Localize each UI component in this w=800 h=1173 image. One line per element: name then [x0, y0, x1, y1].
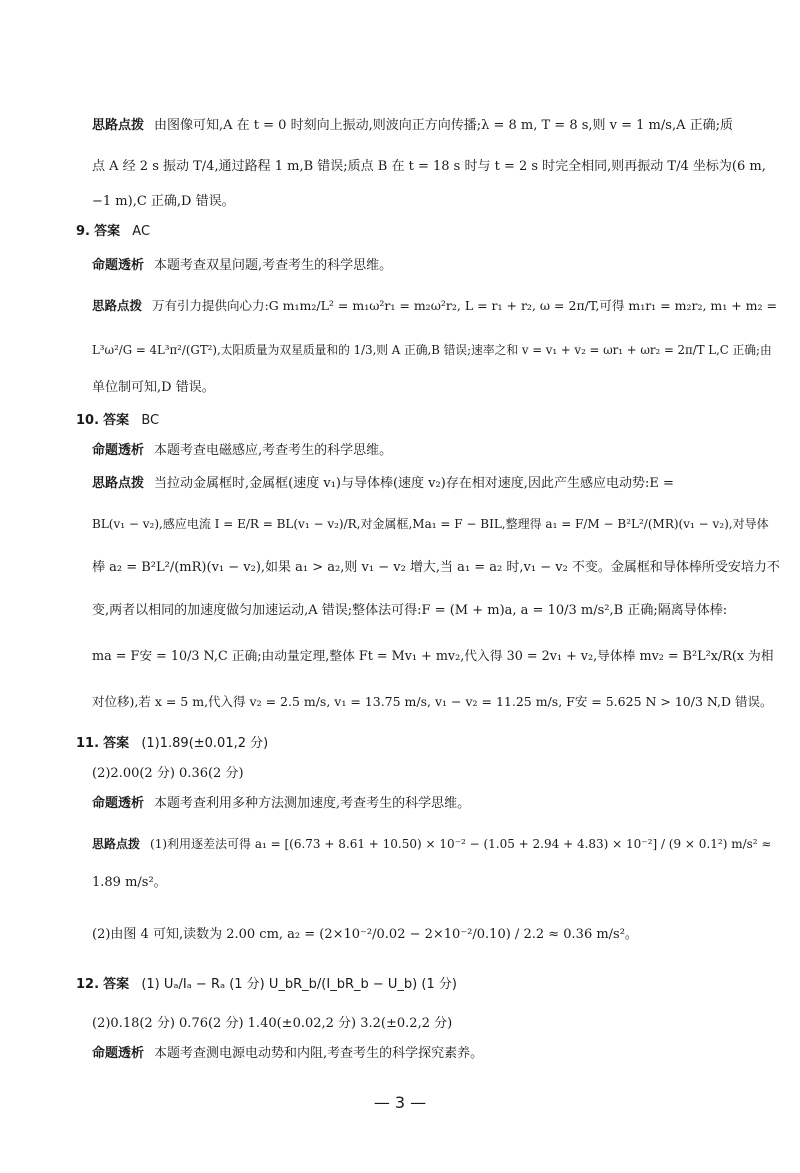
line-q11-explain-2 [92, 873, 167, 893]
line-text: 对位移),若 x = 5 m,代入得 v₂ = 2.5 m/s, v₁ = 13.75 m/s, v₁ − v₂ = 11.25 m/s, F安 = 5.625 N > 10/3 N,D 错误。 [92, 694, 773, 709]
answer-value: AC [132, 224, 151, 239]
line-text: BL(v₁ − v₂),感应电流 I = E/R = BL(v₁ − v₂)/R,对金属框,Ma₁ = F − BIL,整理得 a₁ = F/M − B²L²/(MR)(v₁ − v₂),对导体 [92, 517, 769, 531]
question-9-answer [76, 222, 150, 242]
line-q8-explain-3 [92, 192, 235, 212]
line-q12-answer-2 [92, 1014, 452, 1034]
question-number: 10. [76, 413, 100, 428]
line-q9-intent [92, 256, 392, 276]
section-label: 思路点拨 [92, 298, 143, 313]
line-text: 棒 a₂ = B²L²/(mR)(v₁ − v₂),如果 a₁ > a₂,则 v₁ − v₂ 增大,当 a₁ = a₂ 时,v₁ − v₂ 不变。金属框和导体棒所受安培力不 [92, 560, 780, 575]
section-label: 命题透析 [92, 443, 145, 458]
line-q9-explain-3 [92, 378, 215, 398]
line-q9-explain-2 [92, 340, 772, 360]
question-number: 11. [76, 736, 100, 751]
page-number: — 3 — [373, 1093, 427, 1112]
line-text: 由图像可知,A 在 t = 0 时刻向上振动,则波向正方向传播;λ = 8 m, T = 8 s,则 v = 1 m/s,A 正确;质 [154, 118, 733, 133]
line-text: (2)2.00(2 分) 0.36(2 分) [92, 766, 244, 781]
line-q12-intent [92, 1044, 483, 1064]
section-label: 思路点拨 [92, 118, 145, 133]
line-text: 本题考查测电源电动势和内阻,考查考生的科学探究素养。 [154, 1046, 484, 1061]
line-q10-explain-3 [92, 558, 780, 578]
line-q8-explain-2 [92, 157, 766, 177]
line-text: (2)0.18(2 分) 0.76(2 分) 1.40(±0.02,2 分) 3.2(±0.2,2 分) [92, 1016, 453, 1031]
question-11-answer [76, 734, 268, 754]
line-text: 变,两者以相同的加速度做匀加速运动,A 错误;整体法可得:F = (M + m)a, a = 10/3 m/s²,B 正确;隔离导体棒: [92, 603, 728, 618]
section-label: 命题透析 [92, 1046, 145, 1061]
line-q10-intent [92, 441, 392, 461]
line-q11-answer-2 [92, 764, 244, 784]
line-text: 本题考查利用多种方法测加速度,考查考生的科学思维。 [154, 796, 471, 811]
section-label: 思路点拨 [92, 837, 141, 851]
line-q10-explain-1 [92, 474, 674, 494]
question-number: 12. [76, 977, 100, 992]
line-q11-explain-3 [92, 925, 638, 945]
line-text: 1.89 m/s²。 [92, 875, 167, 890]
answer-value: (1) Uₐ/Iₐ − Rₐ (1 分) U_bR_b/(I_bR_b − U_b) (1 分) [141, 977, 457, 992]
line-q9-explain-1 [92, 296, 777, 316]
answer-label: 答案 [94, 224, 121, 239]
line-text: (1)利用逐差法可得 a₁ = [(6.73 + 8.61 + 10.50) × 10⁻² − (1.05 + 2.94 + 4.83) × 10⁻²] / (9 × 0.1²) m/s² ≈ [150, 837, 772, 851]
answer-value: BC [141, 413, 160, 428]
line-q10-explain-2 [92, 514, 769, 534]
line-text: ma = F安 = 10/3 N,C 正确;由动量定理,整体 Ft = Mv₁ + mv₂,代入得 30 = 2v₁ + v₂,导体棒 mv₂ = B²L²x/R(x 为相 [92, 649, 774, 664]
section-label: 命题透析 [92, 796, 145, 811]
answer-label: 答案 [103, 977, 130, 992]
line-q11-explain-1 [92, 834, 771, 854]
line-q10-explain-6 [92, 692, 773, 712]
line-text: 本题考查电磁感应,考查考生的科学思维。 [154, 443, 393, 458]
line-text: 当拉动金属框时,金属框(速度 v₁)与导体棒(速度 v₂)存在相对速度,因此产生感应电动势:E = [154, 476, 674, 491]
question-10-answer [76, 411, 159, 431]
line-text: 本题考查双星问题,考查考生的科学思维。 [154, 258, 393, 273]
line-q10-explain-5 [92, 647, 774, 667]
line-text: 点 A 经 2 s 振动 T/4,通过路程 1 m,B 错误;质点 B 在 t = 18 s 时与 t = 2 s 时完全相同,则再振动 T/4 坐标为(6 m, [92, 159, 766, 174]
line-q10-explain-4 [92, 601, 727, 621]
line-text: L³ω²/G = 4L³π²/(GT²),太阳质量为双星质量和的 1/3,则 A 正确,B 错误;速率之和 v = v₁ + v₂ = ωr₁ + ωr₂ = 2π/T L,C 正确;由 [92, 343, 772, 357]
line-q8-explain-1 [92, 116, 733, 136]
answer-value: (1)1.89(±0.01,2 分) [141, 736, 269, 751]
answer-label: 答案 [103, 736, 130, 751]
question-number: 9. [76, 224, 90, 239]
line-q11-intent [92, 794, 470, 814]
section-label: 思路点拨 [92, 476, 145, 491]
line-text: (2)由图 4 可知,读数为 2.00 cm, a₂ = (2×10⁻²/0.02 − 2×10⁻²/0.10) / 2.2 ≈ 0.36 m/s²。 [92, 927, 638, 942]
question-12-answer [76, 975, 457, 995]
section-label: 命题透析 [92, 258, 145, 273]
line-text: −1 m),C 正确,D 错误。 [92, 194, 235, 209]
line-text: 万有引力提供向心力:G m₁m₂/L² = m₁ω²r₁ = m₂ω²r₂, L = r₁ + r₂, ω = 2π/T,可得 m₁r₁ = m₂r₂, m₁ + m₂ = [152, 298, 777, 313]
line-text: 单位制可知,D 错误。 [92, 380, 215, 395]
answer-label: 答案 [103, 413, 130, 428]
